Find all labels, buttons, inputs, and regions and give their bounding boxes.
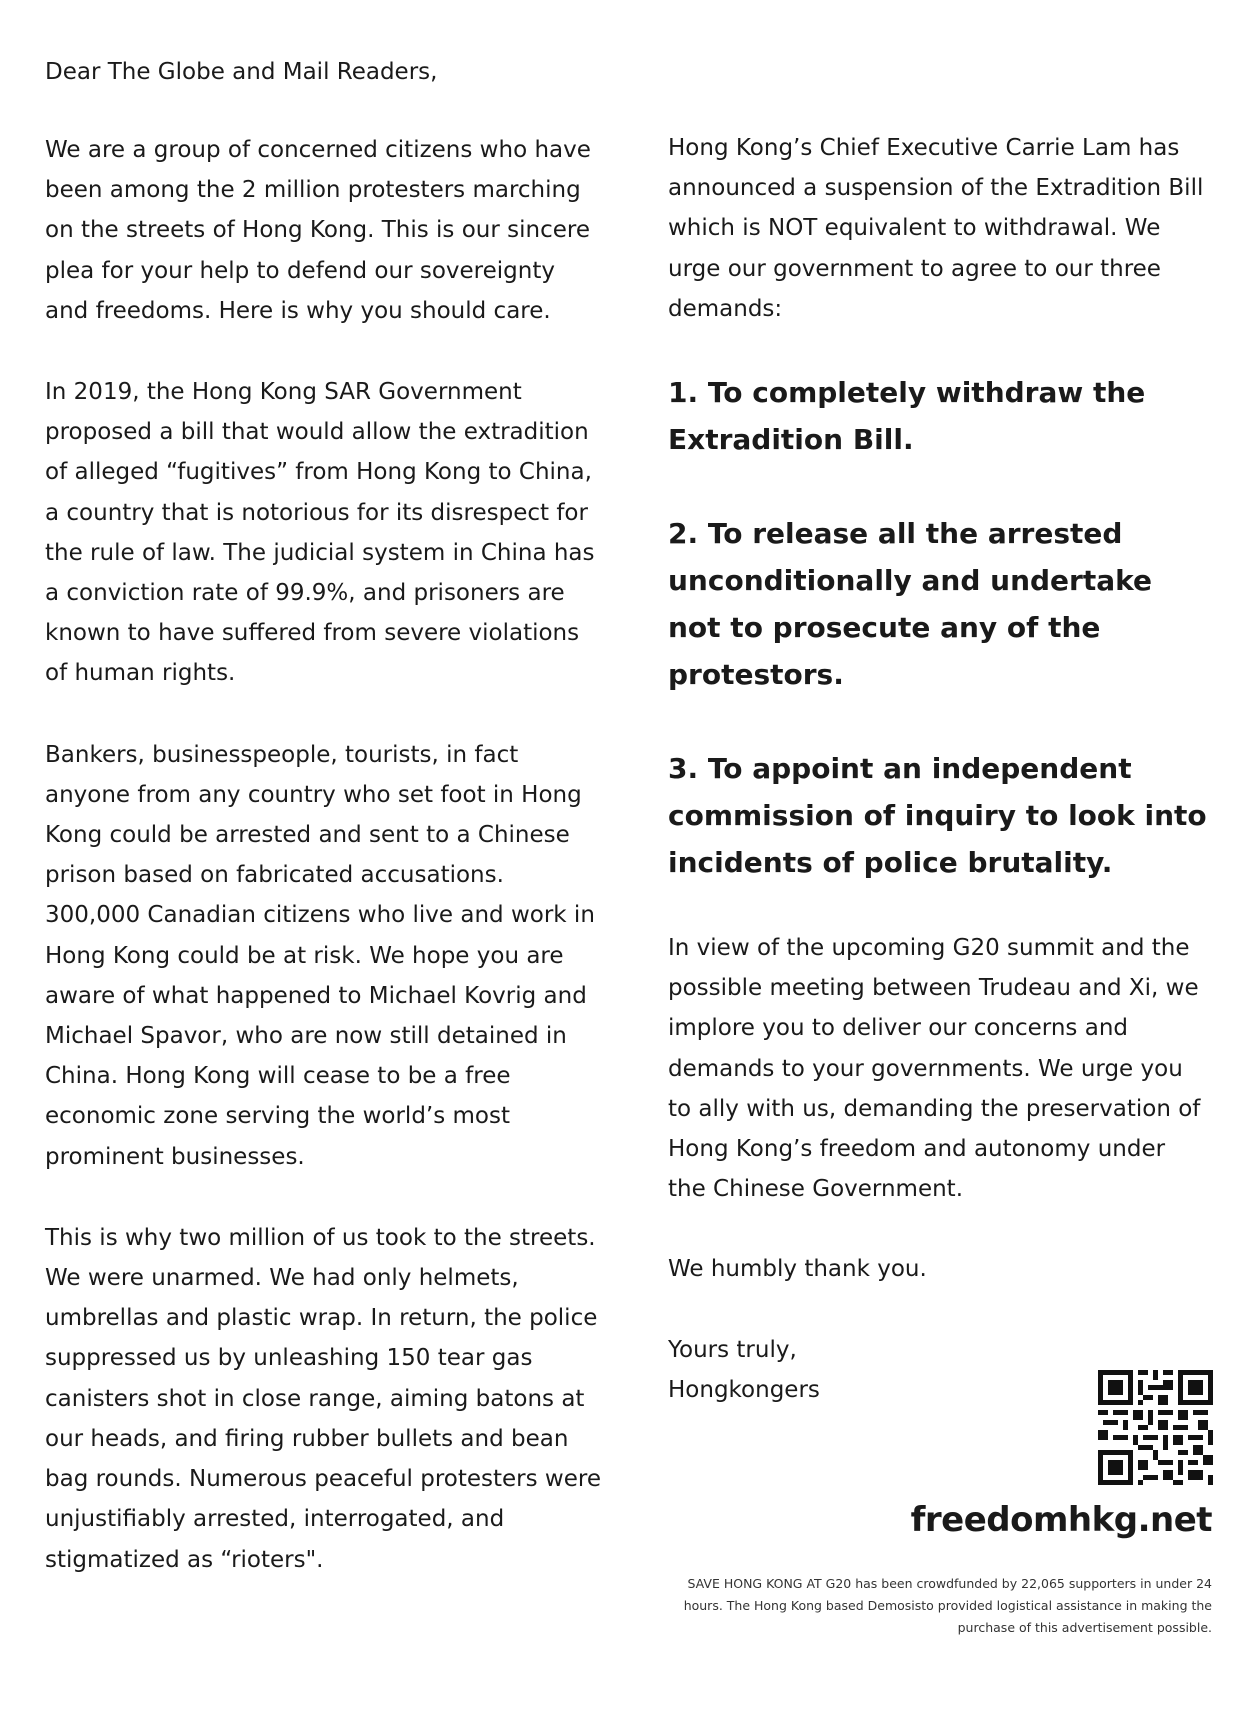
demand-2: 2. To release all the arrested unconditionally and undertake not to prosecute any of the protestors.	[668, 517, 1152, 692]
paragraph-extradition-bill: In 2019, the Hong Kong SAR Government proposed a bill that would allow the extradition of alleged “fugitives” from Hong Kong to China, a country that is notorious for its disrespect for the rule of law. The judicial system in China has a conviction rate of 99.9%, and prisoners are known to have suffered from severe violations of human rights.	[45, 379, 595, 687]
letter-greeting: Dear The Globe and Mail Readers,	[45, 59, 438, 85]
signature: Hongkongers	[668, 1376, 820, 1403]
website-link[interactable]: freedomhkg.net	[910, 1500, 1212, 1540]
paragraph-intro: We are a group of concerned citizens who have been among the 2 million protesters marching on the streets of Hong Kong. This is our sincere plea for your help to defend our sovereignty and freedoms. Here is why you should care.	[45, 137, 591, 324]
left-column	[45, 130, 605, 1621]
closing-line: Yours truly,	[668, 1336, 797, 1363]
paragraph-protests: This is why two million of us took to the streets. We were unarmed. We had only helmets, umbrellas and plastic wrap. In return, the police suppressed us by unleashing 150 tear gas canisters shot in close range, aiming batons at our heads, and firing rubber bullets and bean bag rounds. Numerous peaceful protesters were unjustifiably arrested, interrogated, and stigmatized as “rioters".	[45, 1224, 601, 1573]
paragraph-suspension: Hong Kong’s Chief Executive Carrie Lam has announced a suspension of the Extradition Bill which is NOT equivalent to withdrawal. We urge our government to agree to our three demands:	[668, 135, 1204, 322]
demand-1: 1. To completely withdraw the Extradition Bill.	[668, 376, 1146, 457]
thanks-line: We humbly thank you.	[668, 1256, 927, 1283]
paragraph-risk: Bankers, businesspeople, tourists, in fact anyone from any country who set foot in Hong Kong could be arrested and sent to a Chinese prison based on fabricated accusations. 300,000 Canadian citizens who live and work in Hong Kong could be at risk. We hope you are aware of what happened to Michael Kovrig and Michael Spavor, who are now still detained in China. Hong Kong will cease to be a free economic zone serving the world’s most prominent businesses.	[45, 741, 595, 1170]
right-column	[668, 130, 1208, 1410]
demand-3: 3. To appoint an independent commission of inquiry to look into incidents of police brutality.	[668, 752, 1207, 880]
paragraph-appeal: In view of the upcoming G20 summit and the possible meeting between Trudeau and Xi, we implore you to deliver our concerns and demands to your governments. We urge you to ally with us, demanding the preservation of Hong Kong’s freedom and autonomy under the Chinese Government.	[668, 935, 1201, 1203]
footnote: SAVE HONG KONG AT G20 has been crowdfunded by 22,065 supporters in under 24 hours. The Hong Kong based Demosisto provided logistical assistance in making the purchase of this advertisement possible.	[683, 1576, 1212, 1635]
qr-code[interactable]	[1098, 1370, 1213, 1485]
